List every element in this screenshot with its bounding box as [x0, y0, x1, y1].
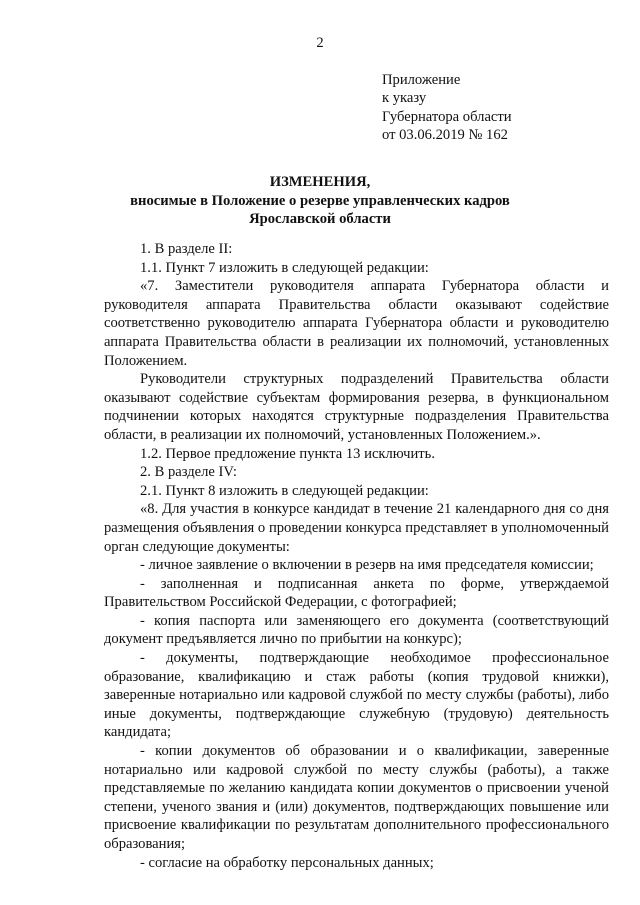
- paragraph: 1.1. Пункт 7 изложить в следующей редакции:: [140, 259, 429, 276]
- title-line: вносимые в Положение о резерве управленческих кадров: [130, 192, 510, 209]
- paragraph: 2. В разделе IV:: [140, 464, 237, 481]
- paragraph: «8. Для участия в конкурсе кандидат в течение 21 календарного дня со дня размещения объявления о проведении конкурса представляет в уполномоченный орган следующие документы:: [104, 501, 609, 555]
- paragraph: «7. Заместители руководителя аппарата Губернатора области и руководителя аппарата Правительства области оказывают содействие соответственно руководителю аппарата Губернатора области и руководителю аппарата Правительства области в реализации их полномочий, установленных Положением.: [104, 278, 609, 369]
- paragraph: 1. В разделе II:: [140, 241, 233, 257]
- list-item: - личное заявление о включении в резерв на имя председателя комиссии;: [140, 557, 594, 574]
- appendix-line: от 03.06.2019 № 162: [382, 127, 508, 144]
- paragraph: 2.1. Пункт 8 изложить в следующей редакции:: [140, 482, 429, 499]
- document-title: [0, 173, 640, 229]
- list-item: - документы, подтверждающие необходимое профессиональное образование, квалификацию и стаж работы (копия трудовой книжки), заверенные нотариально или кадровой службой по месту службы (работы), либо иные документы, подтверждающие служебную (трудовую) деятельность кандидата;: [104, 650, 609, 741]
- document-body: [104, 240, 609, 872]
- appendix-line: к указу: [382, 90, 427, 107]
- list-item: - копия паспорта или заменяющего его документа (соответствующий документ предъявляется лично по прибытии на конкурс);: [104, 612, 609, 648]
- paragraph: 1.2. Первое предложение пункта 13 исключить.: [140, 445, 435, 462]
- title-line: ИЗМЕНЕНИЯ,: [269, 174, 371, 190]
- appendix-line: Приложение: [382, 72, 461, 88]
- appendix-block: [382, 71, 512, 145]
- title-line: Ярославской области: [249, 211, 391, 228]
- list-item: - заполненная и подписанная анкета по форме, утверждаемой Правительством Российской Федерации, с фотографией;: [104, 575, 609, 611]
- list-item: - согласие на обработку персональных данных;: [140, 854, 434, 871]
- appendix-line: Губернатора области: [382, 108, 512, 125]
- page-number: 2: [316, 35, 324, 51]
- list-item: - копии документов об образовании и о квалификации, заверенные нотариально или кадровой службой по месту службы (работы), а также представляемые по желанию кандидата копии документов о присвоении ученой степени, ученого звания и (или) документов, подтверждающих повышение или присвоение квалификации по результатам дополнительного профессионального образования;: [104, 743, 609, 852]
- paragraph: Руководители структурных подразделений Правительства области оказывают содействие субъектам формирования резерва, в функциональном подчинении которых находятся структурные подразделения Правительства области, в реализации их полномочий, установленных Положением.».: [104, 371, 609, 443]
